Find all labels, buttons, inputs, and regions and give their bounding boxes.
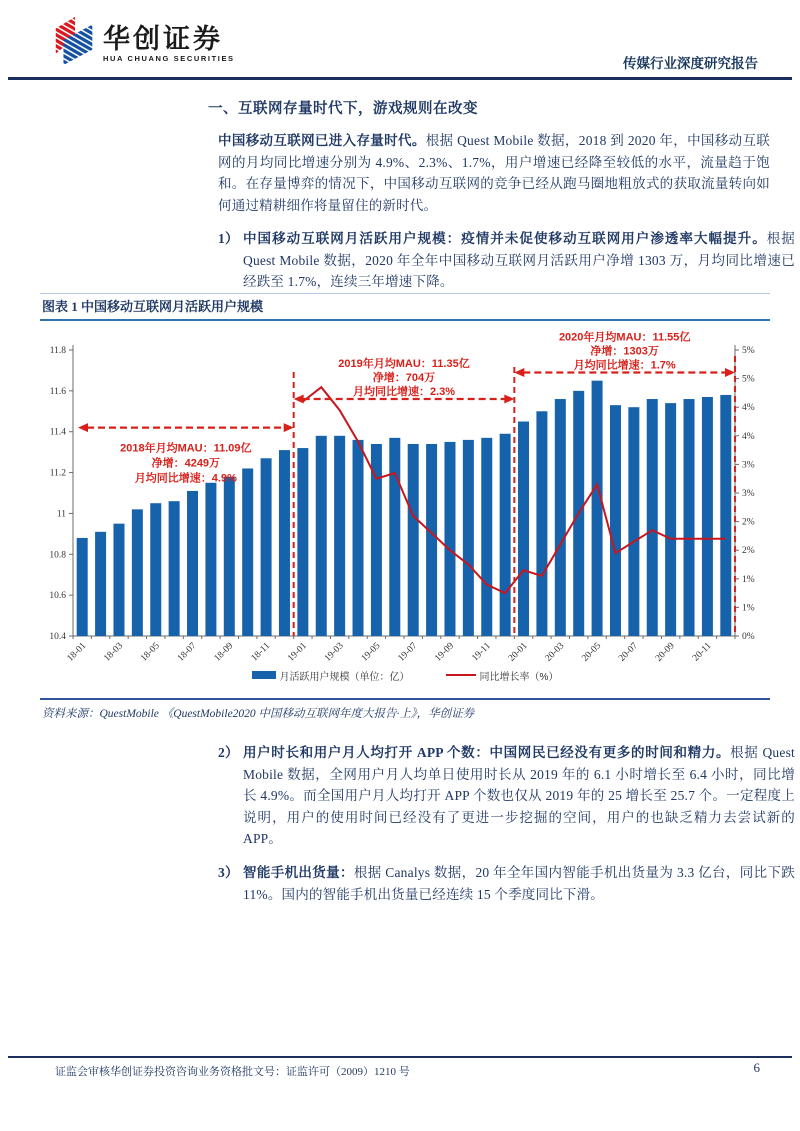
- header-divider: [8, 77, 792, 80]
- svg-text:净增：1303万: 净增：1303万: [590, 345, 659, 358]
- svg-text:2%: 2%: [742, 546, 755, 557]
- svg-text:11.6: 11.6: [49, 386, 66, 397]
- legend-line-label: 同比增长率（%）: [479, 671, 559, 683]
- svg-text:10.4: 10.4: [49, 632, 66, 642]
- list-item-1: [218, 228, 795, 293]
- item-3-lead: 智能手机出货量：: [243, 865, 354, 880]
- logo-text: [103, 15, 235, 63]
- item-1-number: 1）: [218, 231, 239, 246]
- svg-text:20-09: 20-09: [654, 641, 677, 664]
- svg-text:20-03: 20-03: [543, 641, 567, 664]
- svg-text:20-07: 20-07: [617, 641, 640, 664]
- svg-text:19-11: 19-11: [470, 641, 493, 664]
- svg-text:1%: 1%: [742, 603, 755, 614]
- svg-text:月均同比增速：4.9%: 月均同比增速：4.9%: [134, 472, 237, 485]
- svg-text:20-11: 20-11: [691, 641, 714, 664]
- logo-mark-icon: [53, 15, 97, 65]
- report-type-label: 传媒行业深度研究报告: [623, 56, 758, 71]
- svg-text:19-05: 19-05: [359, 641, 383, 664]
- svg-text:2019年月均MAU：11.35亿: 2019年月均MAU：11.35亿: [338, 358, 470, 371]
- svg-text:2018年月均MAU：11.09亿: 2018年月均MAU：11.09亿: [120, 442, 252, 455]
- svg-text:11.4: 11.4: [49, 427, 66, 438]
- svg-text:18-05: 18-05: [139, 641, 162, 664]
- section-title: 一、互联网存量时代下，游戏规则在改变: [208, 101, 478, 117]
- item-2-lead: 用户时长和用户月人均打开 APP 个数：中国网民已经没有更多的时间和精力。: [243, 745, 731, 760]
- svg-text:3%: 3%: [742, 489, 755, 499]
- item-1-lead: 中国移动互联网月活跃用户规模：疫情并未促使移动互联网用户渗透率大幅提升。: [243, 231, 767, 246]
- svg-text:18-01: 18-01: [65, 641, 89, 664]
- svg-text:11.2: 11.2: [49, 468, 66, 479]
- footer-divider: [8, 1056, 792, 1058]
- item-2-number: 2）: [218, 745, 239, 760]
- intro-lead: 中国移动互联网已进入存量时代。: [218, 133, 426, 148]
- logo-title: 华创证券: [103, 24, 223, 54]
- svg-text:月均同比增速：1.7%: 月均同比增速：1.7%: [573, 359, 676, 372]
- legend-bar-entry: [252, 668, 410, 683]
- svg-text:11: 11: [56, 509, 66, 520]
- svg-text:净增：704万: 净增：704万: [372, 372, 436, 385]
- logo-subtitle: HUA CHUANG SECURITIES: [103, 54, 235, 63]
- footer-license: 证监会审核华创证券投资咨询业务资格批文号：证监许可（2009）1210 号: [55, 1066, 410, 1078]
- item-3-number: 3）: [218, 865, 239, 880]
- svg-text:18-03: 18-03: [102, 641, 126, 664]
- intro-body: 根据 Quest Mobile 数据，2018 到 2020 年，中国移动互联网的月均同比增速分别为 4.9%、2.3%、1.7%，用户增速已经降至较低的水平，流量趋于饱和。在存量博弈的情况下，中国移动互联网的竞争已经从跑马圈地粗放式的获取流量转向如何通过精耕细作将量留住的新时代。: [218, 133, 770, 213]
- svg-text:3%: 3%: [742, 460, 755, 471]
- svg-text:2020年月均MAU：11.55亿: 2020年月均MAU：11.55亿: [558, 331, 691, 344]
- svg-text:10.6: 10.6: [49, 591, 66, 602]
- svg-text:18-07: 18-07: [175, 641, 199, 664]
- page-number: 6: [753, 1060, 760, 1075]
- line-swatch-icon: [446, 674, 476, 676]
- bar-swatch-icon: [252, 671, 276, 679]
- svg-text:20-01: 20-01: [506, 641, 530, 664]
- item-1-body: 根据 Quest Mobile 数据，2020 年全年中国移动互联网月活跃用户净增 1303 万，月均同比增速已经跌至 1.7%，连续三年增速下降。: [243, 231, 795, 289]
- svg-text:19-01: 19-01: [286, 641, 309, 664]
- figure-source: 资料来源：QuestMobile 《QuestMobile2020 中国移动互联网年度大报告·上》，华创证券: [40, 698, 770, 727]
- svg-text:19-09: 19-09: [433, 641, 457, 664]
- mau-chart: [40, 321, 770, 664]
- svg-text:20-05: 20-05: [580, 641, 604, 664]
- legend-bar-label: 月活跃用户规模（单位：亿）: [279, 671, 410, 683]
- bars-mau: [77, 381, 732, 636]
- svg-text:18-11: 18-11: [249, 641, 273, 664]
- company-logo: [53, 15, 235, 65]
- figure-caption: 图表 1 中国移动互联网月活跃用户规模: [40, 294, 770, 321]
- svg-text:19-07: 19-07: [396, 641, 420, 664]
- svg-text:净增：4249万: 净增：4249万: [151, 457, 221, 470]
- svg-text:2%: 2%: [742, 517, 755, 528]
- svg-text:18-09: 18-09: [212, 641, 236, 664]
- svg-text:4%: 4%: [742, 403, 755, 414]
- svg-text:10.8: 10.8: [49, 550, 66, 561]
- svg-text:19-03: 19-03: [323, 641, 346, 664]
- svg-text:1%: 1%: [742, 574, 755, 585]
- intro-paragraph: [218, 130, 770, 216]
- list-item-3: [218, 862, 795, 905]
- svg-text:11.8: 11.8: [49, 346, 66, 356]
- item-2-body: 根据 Quest Mobile 数据，全网用户月人均单日使用时长从 2019 年的 6.1 小时增长至 6.4 小时，同比增长 4.9%。而全国用户月人均打开 APP 个数也仅从 2019 年的 25 增长至 25.7 个。一定程度上说明，用户的使用时间已经没有了更进一步挖掘的空间，用户的也缺乏精力去尝试新的 APP。: [243, 745, 795, 846]
- list-item-2: [218, 742, 795, 850]
- figure-1: [40, 293, 770, 727]
- legend-line-entry: [446, 668, 559, 683]
- svg-text:月均同比增速：2.3%: 月均同比增速：2.3%: [352, 386, 456, 399]
- svg-text:5%: 5%: [742, 346, 755, 356]
- item-3-body: 根据 Canalys 数据，20 年全年国内智能手机出货量为 3.3 亿台，同比下跌 11%。国内的智能手机出货量已经连续 15 个季度同比下滑。: [243, 865, 795, 902]
- chart-legend: [40, 668, 770, 682]
- svg-text:5%: 5%: [742, 374, 755, 385]
- svg-text:4%: 4%: [742, 431, 755, 442]
- svg-text:0%: 0%: [742, 632, 755, 642]
